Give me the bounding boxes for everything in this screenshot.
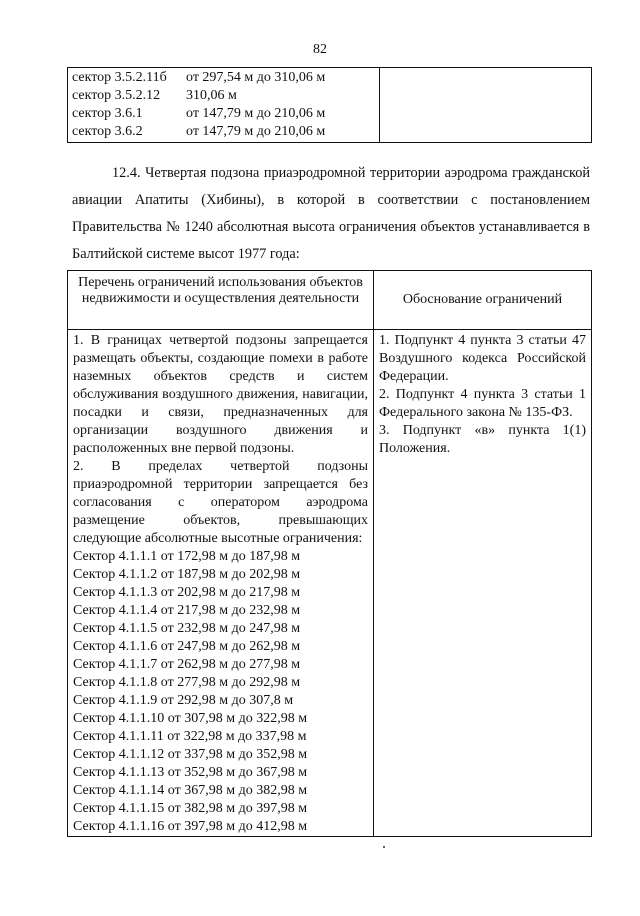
- section-paragraph: [72, 160, 590, 268]
- restrictions-table: [67, 270, 592, 837]
- scan-speck: [383, 846, 385, 848]
- sector-line: Сектор 4.1.1.6 от 247,98 м до 262,98 м: [73, 639, 301, 654]
- sector-height-range: от 297,54 м до 310,06 м: [186, 70, 326, 85]
- table-row: [72, 123, 375, 141]
- restrictions-cell: [68, 330, 374, 837]
- paragraph-text: 12.4. Четвертая подзона приаэродромной территории аэродрома гражданской авиации Апатиты (Хибины), в которой в соответствии с постановлением Правительства № 1240 абсолютная высота ограничения объектов устанавливается в Балтийской системе высот 1977 года:: [72, 165, 590, 262]
- empty-justification-cell: [380, 68, 592, 143]
- sector-line: Сектор 4.1.1.9 от 292,98 м до 307,8 м: [73, 693, 294, 708]
- sector-height-range: от 147,79 м до 210,06 м: [186, 124, 326, 139]
- sector-name: сектор 3.6.2: [72, 124, 143, 139]
- sector-line: Сектор 4.1.1.12 от 337,98 м до 352,98 м: [73, 747, 308, 762]
- sector-line: Сектор 4.1.1.8 от 277,98 м до 292,98 м: [73, 675, 301, 690]
- sector-name: сектор 3.5.2.11б: [72, 70, 167, 85]
- sector-line: Сектор 4.1.1.7 от 262,98 м до 277,98 м: [73, 657, 301, 672]
- sector-line: Сектор 4.1.1.1 от 172,98 м до 187,98 м: [73, 549, 301, 564]
- table-row: [72, 87, 375, 105]
- justification-item-2: 2. Подпункт 4 пункта 3 статьи 1 Федерального закона № 135-ФЗ.: [379, 387, 586, 420]
- sector-name: сектор 3.5.2.12: [72, 88, 161, 103]
- justification-cell: [374, 330, 592, 837]
- sector-line: Сектор 4.1.1.10 от 307,98 м до 322,98 м: [73, 711, 308, 726]
- sector-line: Сектор 4.1.1.2 от 187,98 м до 202,98 м: [73, 567, 301, 582]
- sector-line: Сектор 4.1.1.4 от 217,98 м до 232,98 м: [73, 603, 301, 618]
- page-number: 82: [313, 42, 327, 57]
- table-row: [72, 69, 375, 87]
- restriction-item-2: 2. В пределах четвертой подзоны приаэродромной территории запрещается без согласования с оператором аэродрома размещение объектов, превышающих следующие абсолютные высотные ограничения:: [73, 459, 368, 546]
- restriction-item-1: 1. В границах четвертой подзоны запрещается размещать объекты, создающие помехи в работе наземных объектов средств и систем обслуживания воздушного движения, навигации, посадки и связи, предназначенных для организации воздушного движения и расположенных вне первой подзоны.: [73, 333, 368, 456]
- sector-list-cell: [68, 68, 380, 143]
- sector-line: Сектор 4.1.1.15 от 382,98 м до 397,98 м: [73, 801, 308, 816]
- sector-line: Сектор 4.1.1.5 от 232,98 м до 247,98 м: [73, 621, 301, 636]
- sector-line: Сектор 4.1.1.11 от 322,98 м до 337,98 м: [73, 729, 307, 744]
- header-justification: Обоснование ограничений: [374, 271, 592, 330]
- justification-item-3: 3. Подпункт «в» пункта 1(1) Положения.: [379, 423, 586, 456]
- sector-line: Сектор 4.1.1.16 от 397,98 м до 412,98 м: [73, 819, 308, 834]
- justification-item-1: 1. Подпункт 4 пункта 3 статьи 47 Воздушного кодекса Российской Федерации.: [379, 333, 586, 384]
- sector-line: Сектор 4.1.1.13 от 352,98 м до 367,98 м: [73, 765, 308, 780]
- sector-table-continued: [67, 67, 592, 143]
- sector-line: Сектор 4.1.1.14 от 367,98 м до 382,98 м: [73, 783, 308, 798]
- sector-height-range: от 147,79 м до 210,06 м: [186, 106, 326, 121]
- sector-line: Сектор 4.1.1.3 от 202,98 м до 217,98 м: [73, 585, 301, 600]
- header-restrictions-list: Перечень ограничений использования объектов недвижимости и осуществления деятельности: [68, 271, 374, 330]
- table-row: [72, 105, 375, 123]
- sector-name: сектор 3.6.1: [72, 106, 143, 121]
- sector-height-range: 310,06 м: [186, 88, 237, 103]
